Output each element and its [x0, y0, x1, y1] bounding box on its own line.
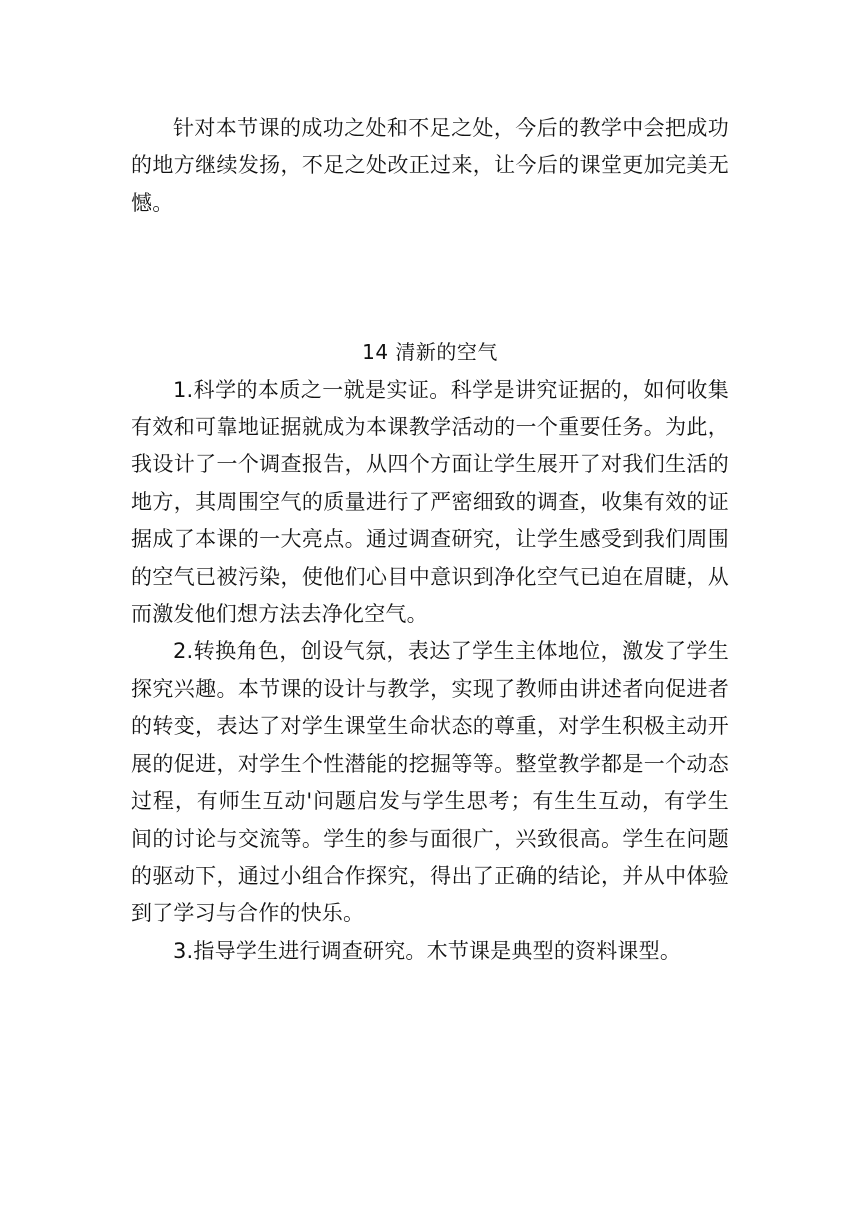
section-spacer: [131, 222, 729, 334]
section-title: 14 清新的空气: [362, 340, 498, 365]
paragraph-1: 1.科学的本质之一就是实证。科学是讲究证据的，如何收集有效和可靠地证据就成为本课教学活动的一个重要任务。为此，我设计了一个调查报告，从四个方面让学生展开了对我们生活的地方，其周围空气的质量进行了严密细致的调查，收集有效的证据成了本课的一大亮点。通过调查研究，让学生感受到我们周围的空气已被污染，使他们心目中意识到净化空气已迫在眉睫，从而激发他们想方法去净化空气。: [131, 377, 729, 627]
paragraph-2: 2.转换角色，创设气氛，表达了学生主体地位，激发了学生探究兴趣。本节课的设计与教学，实现了教师由讲述者向促进者的转变，表达了对学生课堂生命状态的尊重，对学生积极主动开展的促进，对学生个性潜能的挖掘等等。整堂教学都是一个动态过程，有师生互动'问题启发与学生思考；有生生互动，有学生间的讨论与交流等。学生的参与面很广，兴致很高。学生在问题的驱动下，通过小组合作探究，得出了正确的结论，并从中体验到了学习与合作的快乐。: [131, 639, 729, 926]
document-content: [131, 110, 729, 970]
paragraph-3: 3.指导学生进行调查研究。木节课是典型的资料课型。: [173, 938, 682, 963]
intro-paragraph: 针对本节课的成功之处和不足之处，今后的教学中会把成功的地方继续发扬，不足之处改正过来，让今后的课堂更加完美无憾。: [131, 116, 729, 215]
